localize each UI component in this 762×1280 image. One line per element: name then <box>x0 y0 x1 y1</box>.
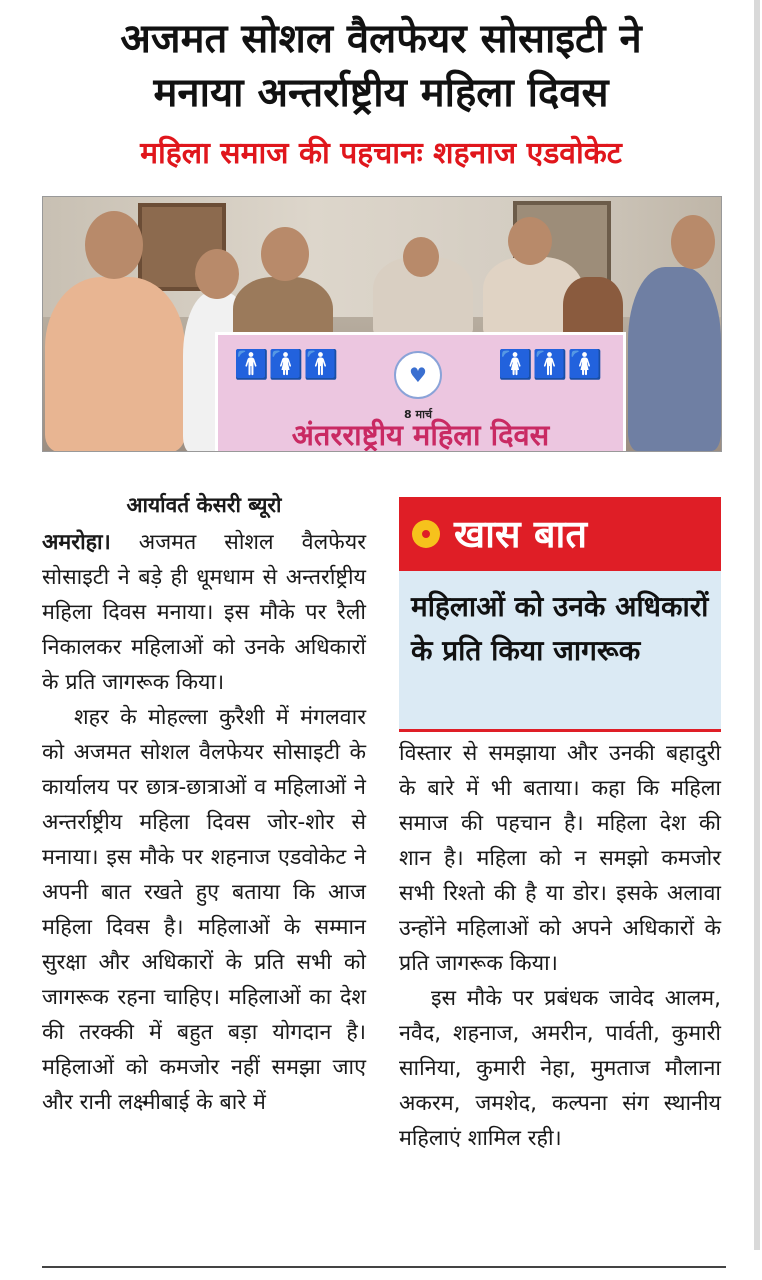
photo-person-head <box>671 215 715 269</box>
photo-banner <box>215 332 626 452</box>
article-paragraph: शहर के मोहल्ला कुरैशी में मंगलवार को अजमत सोशल वैलफेयर सोसाइटी के कार्यालय पर छात्र-छात्राओं व महिलाओं ने अन्तर्राष्ट्रीय महिला दिवस जोर-शोर से मनाया। इस मौके पर शहनाज एडवोकेट ने अपनी बात रखते हुए बताया कि आज महिला दिवस है। महिलाओं के सम्मान सुरक्षा और अधिकारों के प्रति सभी को जागरूक रहना चाहिए। महिलाओं का देश की तरक्की में बहुत बड़ा योगदान है। महिलाओं को कमजोर नहीं समझा जाए और रानी लक्ष्मीबाई के बारे में <box>42 705 366 1115</box>
byline: आर्यावर्त केसरी ब्यूरो <box>126 493 282 517</box>
photo-person-head <box>195 249 239 299</box>
highlight-box-body <box>399 571 721 732</box>
headline-line-1: अजमत सोशल वैलफेयर सोसाइटी ने <box>120 16 642 62</box>
headline-line-2: मनाया अन्तर्राष्ट्रीय महिला दिवस <box>153 70 609 116</box>
photo-person-head <box>403 237 439 277</box>
highlight-box-header <box>399 497 721 571</box>
page-edge-line <box>754 0 760 1250</box>
article-column-left <box>42 488 366 1120</box>
photo-person-left-woman <box>45 277 185 452</box>
headline <box>20 12 742 120</box>
bottom-rule <box>42 1266 726 1268</box>
banner-figures-right: 🚺🚹🚺 <box>498 348 603 381</box>
target-bullet-inner <box>419 527 433 541</box>
subheadline: महिला समाज की पहचानः शहनाज एडवोकेट <box>140 136 622 171</box>
photo-person-right-woman <box>628 267 721 451</box>
article-paragraph-text: अजमत सोशल वैलफेयर सोसाइटी ने बड़े ही धूमधाम से अन्तर्राष्ट्रीय महिला दिवस मनाया। इस मौके पर रैली निकालकर महिलाओं को उनके अधिकारों के प्रति जागरूक किया। <box>42 530 366 695</box>
news-photo <box>42 196 722 452</box>
highlight-box-text: महिलाओं को उनके अधिकारों के प्रति किया जागरूक <box>411 590 709 667</box>
photo-person-head <box>261 227 309 281</box>
dateline: अमरोहा। <box>42 530 111 555</box>
banner-date: 8 मार्च <box>404 408 432 421</box>
photo-person-head <box>85 211 143 279</box>
target-bullet-icon <box>412 520 440 548</box>
highlight-box-title: खास बात <box>454 512 588 556</box>
article-paragraph: विस्तार से समझाया और उनकी बहादुरी के बारे में भी बताया। कहा कि महिला समाज की पहचान है। महिला देश की शान है। महिला को न समझो कमजोर सभी रिश्तो की है या डोर। इसके अलावा उन्होंने महिलाओं को अपने अधिकारों के प्रति जागरूक किया। <box>399 741 721 976</box>
photo-person-head <box>508 217 552 265</box>
article-column-right <box>399 736 721 1156</box>
banner-figures-left: 🚹🚺🚹 <box>234 348 339 381</box>
article-paragraph: इस मौके पर प्रबंधक जावेद आलम, नवैद, शहनाज, अमरीन, पार्वती, कुमारी सानिया, कुमारी नेहा, मुमताज मौलाना अकरम, जमशेद, कल्पना संग स्थानीय महिलाएं शामिल रही। <box>399 986 721 1151</box>
article-paragraph <box>42 525 366 700</box>
banner-text: अंतरराष्ट्रीय महिला दिवस <box>291 418 550 452</box>
banner-logo-icon: ♥ <box>394 351 442 399</box>
